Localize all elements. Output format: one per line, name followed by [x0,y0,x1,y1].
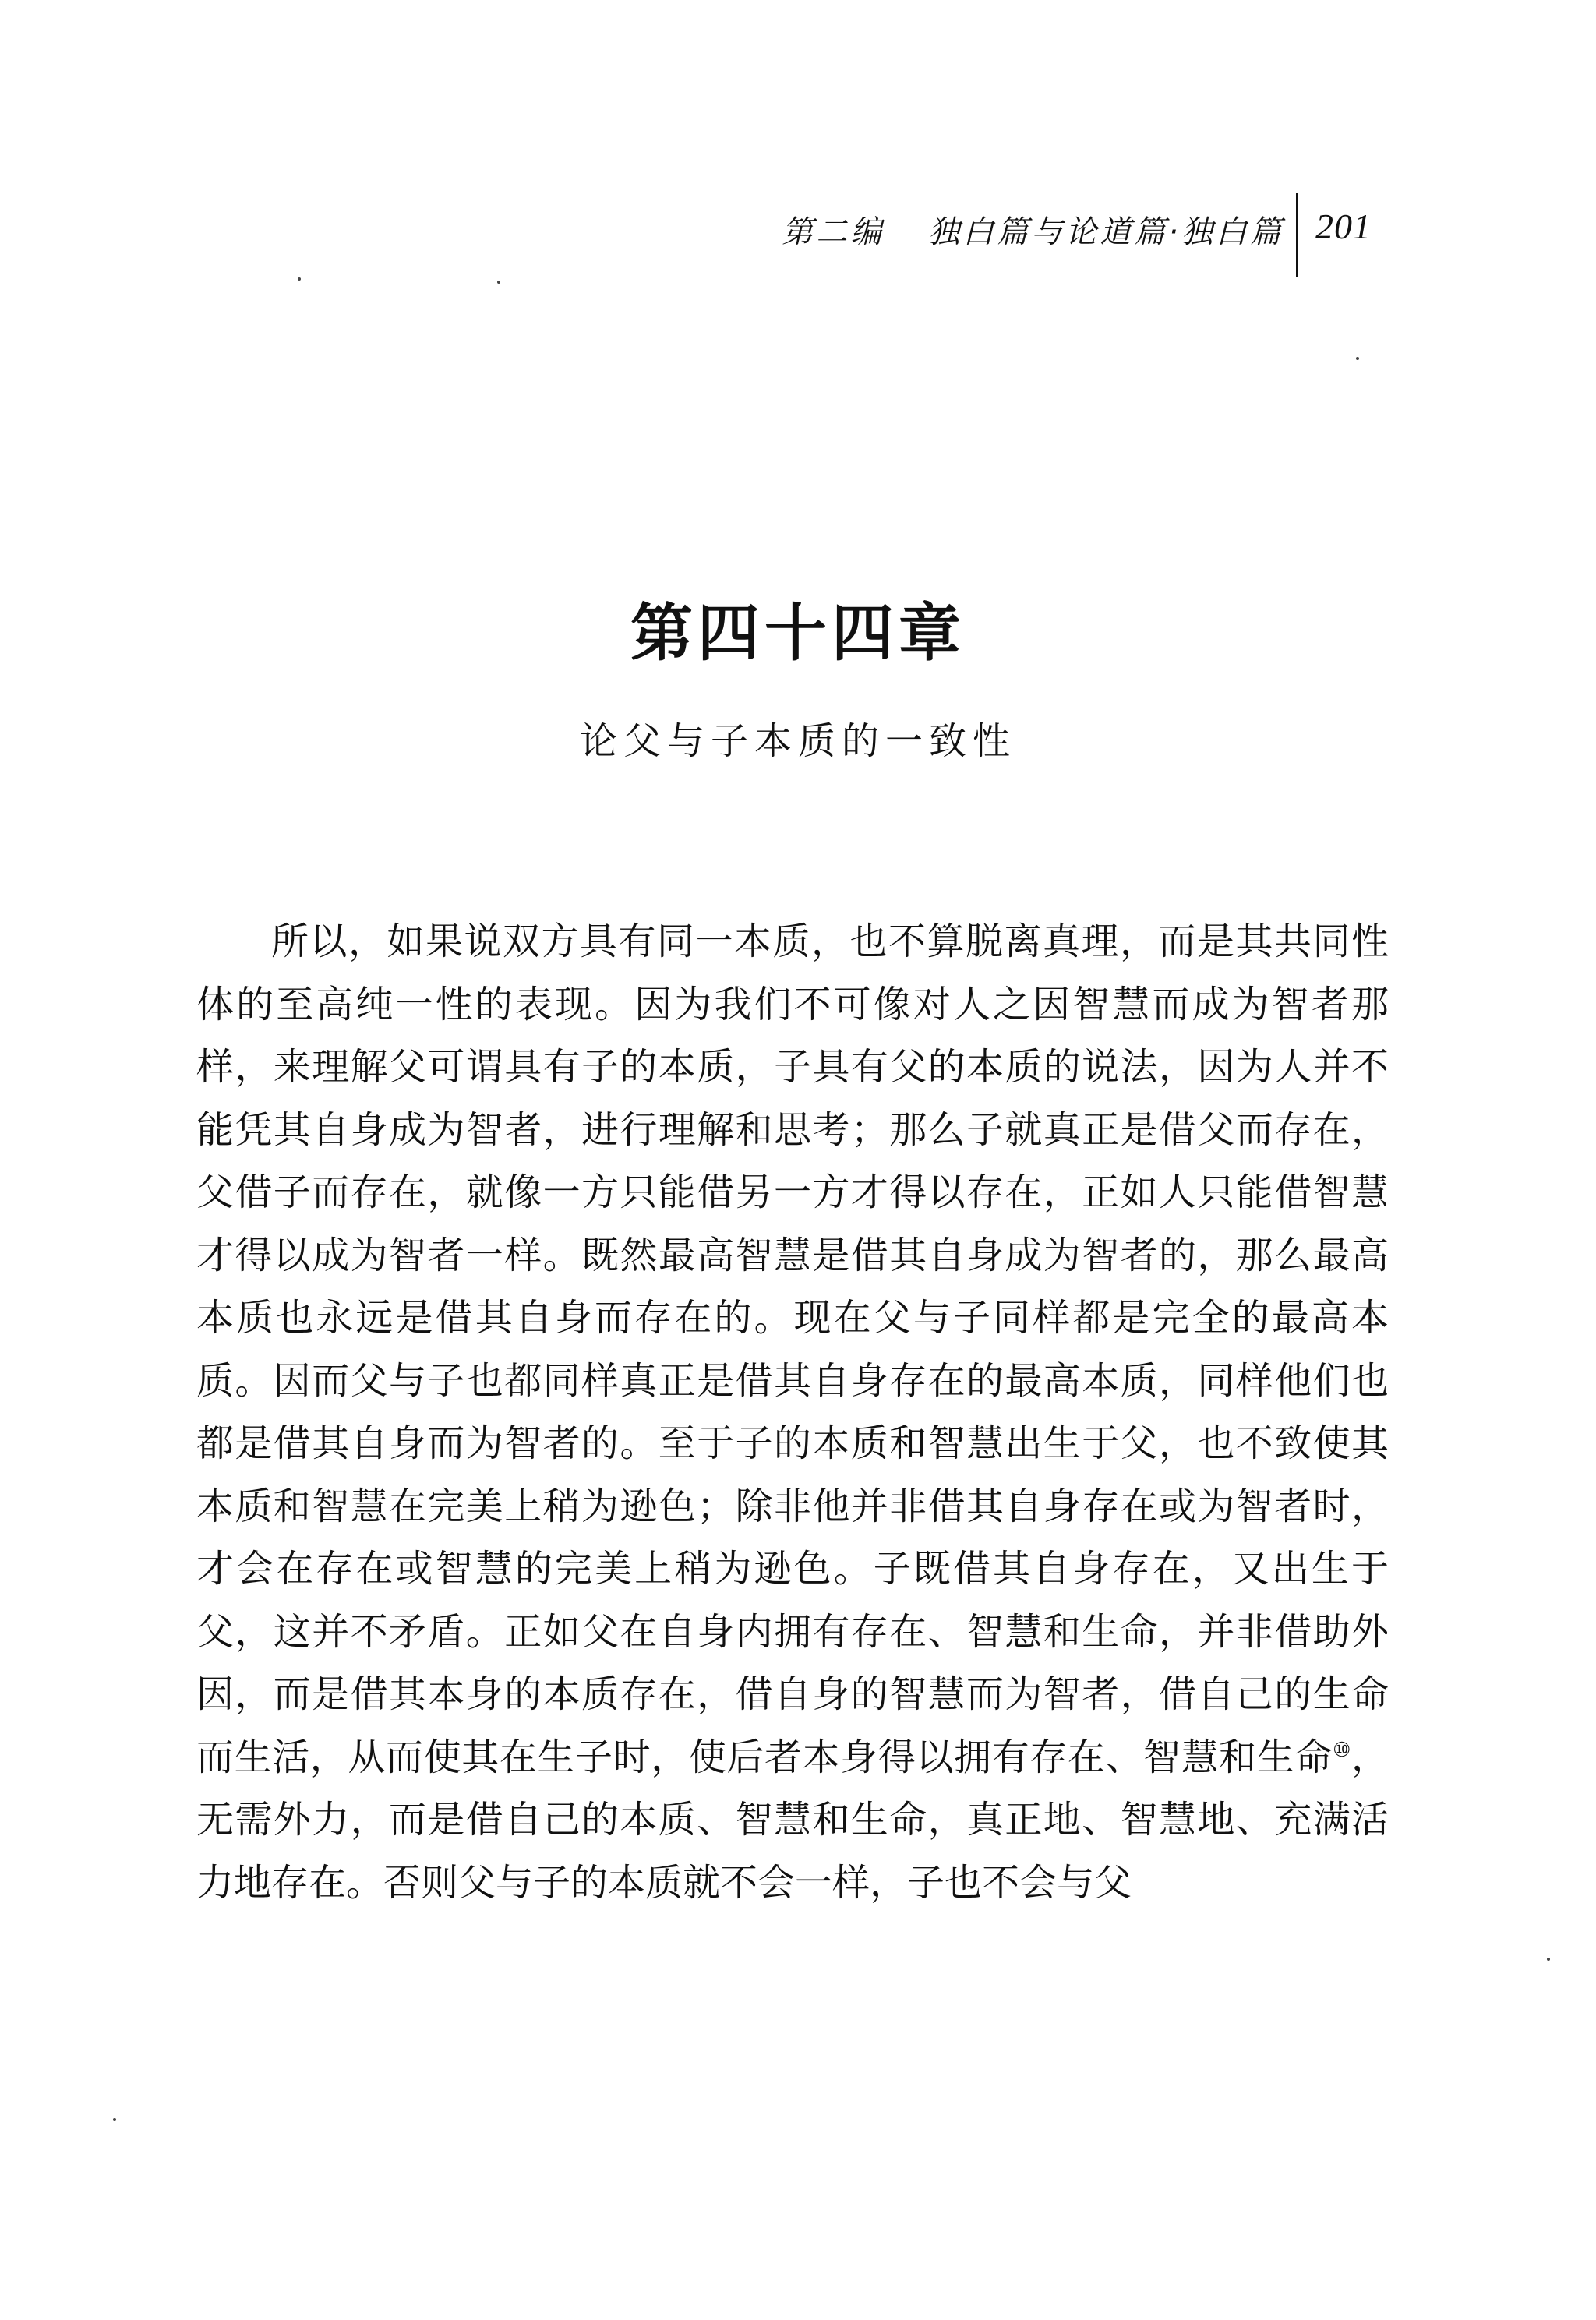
scan-speck [497,281,500,284]
running-head-divider [1296,193,1298,277]
footnote-reference[interactable]: ⑩ [1333,1738,1351,1762]
scan-speck [1547,1958,1550,1961]
body-paragraph [196,910,1389,1914]
page-number: 201 [1315,207,1372,246]
chapter-subtitle: 论父与子本质的一致性 [579,719,1016,763]
body-text [196,910,1389,1914]
running-head-part: 第二编 [782,214,885,250]
running-head-title: 独白篇与论道篇·独白篇 [928,214,1284,250]
scan-speck [298,277,301,281]
scan-speck [1356,357,1359,360]
paragraph-text-part-2: ，无需外力，而是借自己的本质、智慧和生命，真正地、智慧地、充满活力地存在。否则父与子的本质就不会一样，子也不会与父 [196,1735,1389,1905]
scan-speck [113,2118,116,2121]
chapter-title: 第四十四章 [630,596,966,669]
running-head [782,204,1284,254]
paragraph-text-part-1: 所以，如果说双方具有同一本质，也不算脱离真理，而是其共同性体的至高纯一性的表现。因为我们不可像对人之因智慧而成为智者那样，来理解父可谓具有子的本质，子具有父的本质的说法，因为人并不能凭其自身成为智者，进行理解和思考；那么子就真正是借父而存在，父借子而存在，就像一方只能借另一方才得以存在，正如人只能借智慧才得以成为智者一样。既然最高智慧是借其自身成为智者的，那么最高本质也永远是借其自身而存在的。现在父与子同样都是完全的最高本质。因而父与子也都同样真正是借其自身存在的最高本质，同样他们也都是借其自身而为智者的。至于子的本质和智慧出生于父，也不致使其本质和智慧在完美上稍为逊色；除非他并非借其自身存在或为智者时，才会在存在或智慧的完美上稍为逊色。子既借其自身存在，又出生于父，这并不矛盾。正如父在自身内拥有存在、智慧和生命，并非借助外因，而是借其本身的本质存在，借自身的智慧而为智者，借自己的生命而生活，从而使其在生子时，使后者本身得以拥有存在、智慧和生命 [196,920,1389,1779]
